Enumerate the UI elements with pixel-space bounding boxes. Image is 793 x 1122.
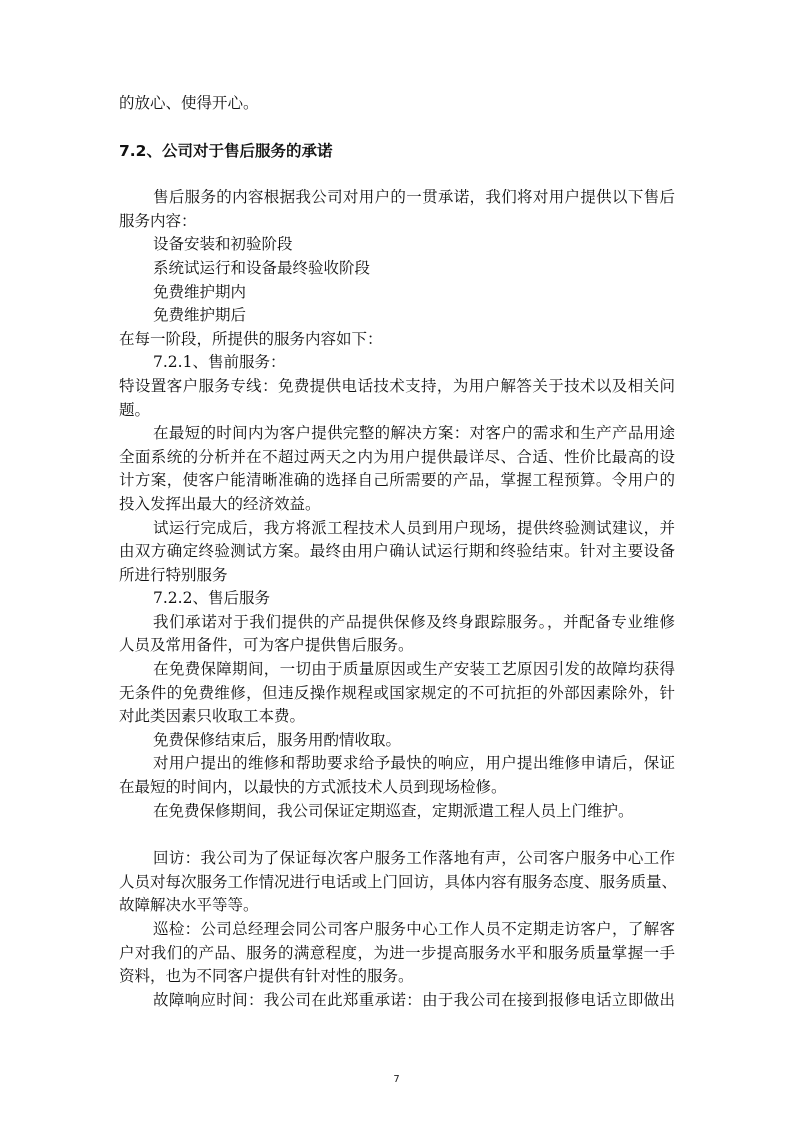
paragraph-line: 户对我们的产品、服务的满意程度，为进一步提高服务水平和服务质量掌握一手 xyxy=(119,943,675,962)
subsection-heading: 7.2.2、售后服务 xyxy=(153,589,270,608)
paragraph-line: 在最短的时间内为客户提供完整的解决方案：对客户的需求和生产产品用途 xyxy=(153,424,675,443)
paragraph-line: 无条件的免费维修，但违反操作规程或国家规定的不可抗拒的外部因素除外，针 xyxy=(119,683,675,702)
paragraph-line: 我们承诺对于我们提供的产品提供保修及终身跟踪服务。，并配备专业维修 xyxy=(153,612,675,631)
paragraph-line: 题。 xyxy=(119,400,151,419)
document-body xyxy=(119,92,678,1012)
paragraph-line: 的放心、使得开心。 xyxy=(119,94,259,112)
list-item: 免费维护期内 xyxy=(153,282,247,301)
paragraph-line: 在免费保障期间，一切由于质量原因或生产安装工艺原因引发的故障均获得 xyxy=(153,660,675,679)
list-item: 系统试运行和设备最终验收阶段 xyxy=(153,258,371,277)
paragraph-line: 售后服务的内容根据我公司对用户的一贯承诺，我们将对用户提供以下售后 xyxy=(153,188,675,207)
paragraph-line: 对此类因素只收取工本费。 xyxy=(119,707,306,726)
list-item: 免费维护期后 xyxy=(153,306,247,325)
subsection-heading: 7.2.1、售前服务： xyxy=(153,353,286,372)
paragraph-line: 所进行特别服务 xyxy=(119,565,228,584)
paragraph-line: 计方案，使客户能清晰准确的选择自己所需要的产品，掌握工程预算。令用户的 xyxy=(119,471,675,490)
blank-line xyxy=(119,823,675,847)
paragraph-line: 服务内容： xyxy=(119,211,197,230)
paragraph-line: 投入发挥出最大的经济效益。 xyxy=(119,494,321,513)
paragraph-line: 在最短的时间内，以最快的方式派技术人员到现场检修。 xyxy=(119,778,507,797)
paragraph-line: 特设置客户服务专线：免费提供电话技术支持，为用户解答关于技术以及相关问 xyxy=(119,376,675,395)
section-heading: 7.2、公司对于售后服务的承诺 xyxy=(119,141,333,160)
page-number: 7 xyxy=(393,1074,400,1085)
paragraph-line: 试运行完成后，我方将派工程技术人员到用户现场，提供终验测试建议，并 xyxy=(153,518,675,537)
paragraph-line: 人员对每次服务工作情况进行电话或上门回访，具体内容有服务态度、服务质量、 xyxy=(119,872,678,891)
paragraph-line: 故障响应时间：我公司在此郑重承诺：由于我公司在接到报修电话立即做出 xyxy=(153,990,675,1009)
paragraph-line: 全面系统的分析并在不超过两天之内为用户提供最详尽、合适、性价比最高的设 xyxy=(119,447,675,466)
paragraph-line: 回访：我公司为了保证每次客户服务工作落地有声，公司客户服务中心工作 xyxy=(153,849,675,868)
paragraph-line: 巡检：公司总经理会同公司客户服务中心工作人员不定期走访客户，了解客 xyxy=(153,920,675,938)
paragraph-line: 在免费保修期间，我公司保证定期巡查，定期派遣工程人员上门维护。 xyxy=(153,801,634,820)
paragraph-line: 故障解决水平等等。 xyxy=(119,896,259,915)
list-item: 设备安装和初验阶段 xyxy=(153,235,293,254)
paragraph-line: 资料，也为不同客户提供有针对性的服务。 xyxy=(119,967,414,986)
paragraph-line: 对用户提出的维修和帮助要求给予最快的响应，用户提出维修申请后，保证 xyxy=(153,754,675,773)
paragraph-line: 由双方确定终验测试方案。最终由用户确认试运行期和终验结束。针对主要设备 xyxy=(119,542,675,561)
paragraph-line: 免费保修结束后，服务用酌情收取。 xyxy=(153,730,402,749)
paragraph-line: 在每一阶段，所提供的服务内容如下： xyxy=(119,329,383,348)
paragraph-line: 人员及常用备件，可为客户提供售后服务。 xyxy=(119,636,414,655)
